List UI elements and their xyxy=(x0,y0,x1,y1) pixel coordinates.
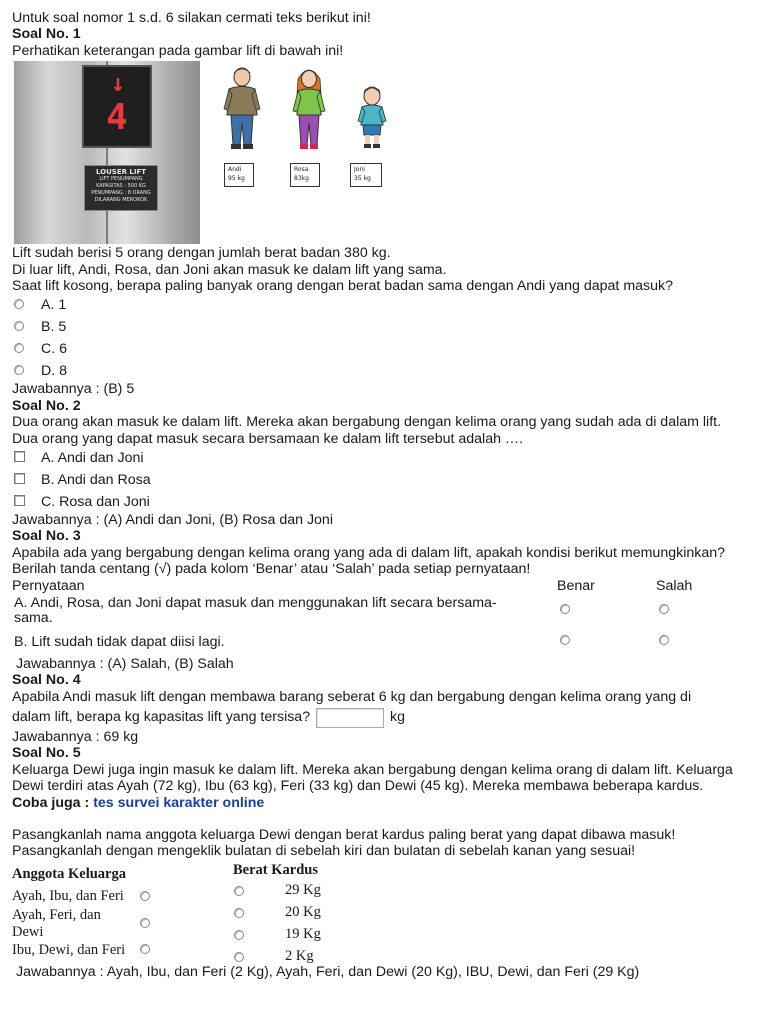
option-label: D. 8 xyxy=(41,363,68,380)
true-radio-button[interactable] xyxy=(560,604,570,614)
remaining-capacity-input[interactable] xyxy=(316,708,384,728)
option-label: A. Andi dan Joni xyxy=(41,450,144,467)
person-weight: 35 kg xyxy=(354,175,371,183)
plate-line: LIFT PENUMPANG xyxy=(99,176,143,183)
q2-title: Soal No. 2 xyxy=(12,397,81,414)
right-item: 19 Kg xyxy=(285,925,321,942)
q2-option[interactable] xyxy=(12,448,760,470)
right-match-radio[interactable] xyxy=(234,928,244,945)
q1-options xyxy=(12,295,760,381)
spacer xyxy=(12,811,760,827)
q5-title: Soal No. 5 xyxy=(12,745,81,762)
false-radio-button[interactable] xyxy=(659,635,669,645)
right-item: 2 Kg xyxy=(285,947,314,964)
floor-display xyxy=(82,65,152,148)
right-match-radio[interactable] xyxy=(234,950,244,967)
rosa-figure-icon xyxy=(288,65,330,153)
left-match-radio[interactable] xyxy=(140,942,150,959)
q1-text-1: Lift sudah berisi 5 orang dengan jumlah berat badan 380 kg. xyxy=(12,245,391,262)
q1-option[interactable] xyxy=(12,317,760,339)
left-column-header: Anggota Keluarga xyxy=(12,865,126,882)
option-label: C. Rosa dan Joni xyxy=(41,494,150,511)
q5-answer: Jawabannya : Ayah, Ibu, dan Feri (2 Kg), Ayah, Feri, dan Dewi (20 Kg), IBU, Dewi, dan Feri (29 Kg) xyxy=(16,963,640,980)
q2-options xyxy=(12,448,760,512)
q3-text: Apabila ada yang bergabung dengan kelima orang yang ada di dalam lift, apakah kondisi berikut memungkinkan? Berilah tanda centang (√) pada kolom ‘Benar’ atau ‘Salah’ pada setiap pernyataan! xyxy=(12,544,726,578)
q3-answer: Jawabannya : (A) Salah, (B) Salah xyxy=(16,655,234,672)
joni-weight-tag xyxy=(350,163,382,187)
option-label: A. 1 xyxy=(41,297,67,314)
left-item: Ayah, Ibu, dan Feri xyxy=(12,887,124,904)
left-item: Ayah, Feri, dan Dewi xyxy=(12,906,101,940)
right-match-radio[interactable] xyxy=(234,884,244,901)
person-weight: 83kg xyxy=(294,175,309,183)
matching-question xyxy=(12,860,760,964)
plate-line: PENUMPANG : 8 ORANG xyxy=(91,190,151,197)
q4-answer: Jawabannya : 69 kg xyxy=(12,728,139,745)
right-column-header: Berat Kardus xyxy=(233,861,318,878)
right-item: 29 Kg xyxy=(285,881,321,898)
checkbox[interactable] xyxy=(14,495,25,506)
plate-line: KAPASITAS : 500 KG xyxy=(96,183,146,190)
rosa-weight-tag xyxy=(290,163,320,187)
q1-answer: Jawabannya : (B) 5 xyxy=(12,381,135,398)
radio-button[interactable] xyxy=(14,343,24,353)
q4-text-continued: dalam lift, berapa kg kapasitas lift yang tersisa? xyxy=(12,708,311,725)
table-row xyxy=(12,595,760,635)
floor-number: 4 xyxy=(106,97,128,139)
q2-text-1: Dua orang akan masuk ke dalam lift. Mereka akan bergabung dengan kelima orang yang sudah ada di dalam lift. xyxy=(12,414,722,431)
person-name: Joni xyxy=(354,166,365,174)
q2-option[interactable] xyxy=(12,470,760,492)
q4-text: Apabila Andi masuk lift dengan membawa barang seberat 6 kg dan bergabung dengan kelima orang yang di xyxy=(12,688,692,705)
left-match-radio[interactable] xyxy=(140,916,150,933)
q1-option[interactable] xyxy=(12,295,760,317)
lift-photo xyxy=(14,61,200,244)
page-content xyxy=(12,10,760,980)
q5-instruction-2: Pasangkanlah dengan mengeklik bulatan di sebelah kiri dan bulatan di sebelah kanan yang sesuai! xyxy=(12,843,636,860)
table-header xyxy=(12,578,760,595)
q4-title: Soal No. 4 xyxy=(12,672,81,689)
q1-option[interactable] xyxy=(12,361,760,381)
q5-text: Keluarga Dewi juga ingin masuk ke dalam lift. Mereka akan bergabung dengan kelima orang di dalam lift. Keluarga Dewi terdiri atas Ayah (72 kg), Ibu (63 kg), Feri (33 kg) dan Dewi (45 kg). Mereka membawa beberapa kardus. xyxy=(12,761,733,795)
promo-link[interactable]: tes survei karakter online xyxy=(93,794,265,811)
promo-line xyxy=(12,795,760,811)
radio-button[interactable] xyxy=(14,365,24,375)
q3-statement-table xyxy=(12,578,760,656)
right-item: 20 Kg xyxy=(285,903,321,920)
q1-title: Soal No. 1 xyxy=(12,26,81,43)
andi-figure-icon xyxy=(220,65,264,151)
radio-button[interactable] xyxy=(14,299,24,309)
person-name: Andi xyxy=(228,166,242,174)
true-radio-button[interactable] xyxy=(560,635,570,645)
joni-figure-icon xyxy=(355,85,389,151)
q1-question: Saat lift kosong, berapa paling banyak orang dengan berat badan sama dengan Andi yang dapat masuk? xyxy=(12,278,673,295)
table-row xyxy=(12,635,760,656)
person-weight: 95 kg xyxy=(228,175,245,183)
checkbox[interactable] xyxy=(14,451,25,462)
plate-line: DILARANG MEROKOK xyxy=(94,197,148,204)
q3-title: Soal No. 3 xyxy=(12,528,81,545)
plate-line: LOUSER LIFT xyxy=(95,168,147,177)
people-illustration xyxy=(212,65,394,189)
option-label: B. Andi dan Rosa xyxy=(41,472,151,489)
q2-text-2: Dua orang yang dapat masuk secara bersamaan ke dalam lift tersebut adalah …. xyxy=(12,430,524,447)
left-match-radio[interactable] xyxy=(140,889,150,906)
q1-prompt: Perhatikan keterangan pada gambar lift di bawah ini! xyxy=(12,42,344,59)
lift-illustration xyxy=(12,61,394,244)
left-item: Ibu, Dewi, dan Feri xyxy=(12,941,126,958)
down-arrow-icon: ↓ xyxy=(110,69,124,98)
column-header-false: Salah xyxy=(656,577,693,594)
person-name: Rosa xyxy=(294,166,309,174)
option-label: B. 5 xyxy=(41,319,67,336)
column-header-true: Benar xyxy=(557,577,595,594)
intro-text: Untuk soal nomor 1 s.d. 6 silakan cermati teks berikut ini! xyxy=(12,10,371,26)
q1-option[interactable] xyxy=(12,339,760,361)
column-header-statement: Pernyataan xyxy=(12,577,85,594)
q1-text-2: Di luar lift, Andi, Rosa, dan Joni akan masuk ke dalam lift yang sama. xyxy=(12,261,447,278)
checkbox[interactable] xyxy=(14,473,25,484)
promo-label: Coba juga : xyxy=(12,794,94,811)
q4-question-line xyxy=(12,705,760,729)
q2-answer: Jawabannya : (A) Andi dan Joni, (B) Rosa dan Joni xyxy=(12,512,333,529)
q5-instruction-1: Pasangkanlah nama anggota keluarga Dewi dengan berat kardus paling berat yang dapat dibawa masuk! xyxy=(12,826,676,843)
q2-option[interactable] xyxy=(12,492,760,512)
statement-text: A. Andi, Rosa, dan Joni dapat masuk dan menggunakan lift secara bersama-sama. xyxy=(14,594,497,627)
capacity-plate xyxy=(84,165,158,211)
option-label: C. 6 xyxy=(41,341,68,358)
right-match-radio[interactable] xyxy=(234,906,244,923)
q4-unit: kg xyxy=(390,708,405,725)
statement-text: B. Lift sudah tidak dapat diisi lagi. xyxy=(14,633,225,650)
radio-button[interactable] xyxy=(14,321,24,331)
andi-weight-tag xyxy=(224,163,254,187)
false-radio-button[interactable] xyxy=(659,604,669,614)
